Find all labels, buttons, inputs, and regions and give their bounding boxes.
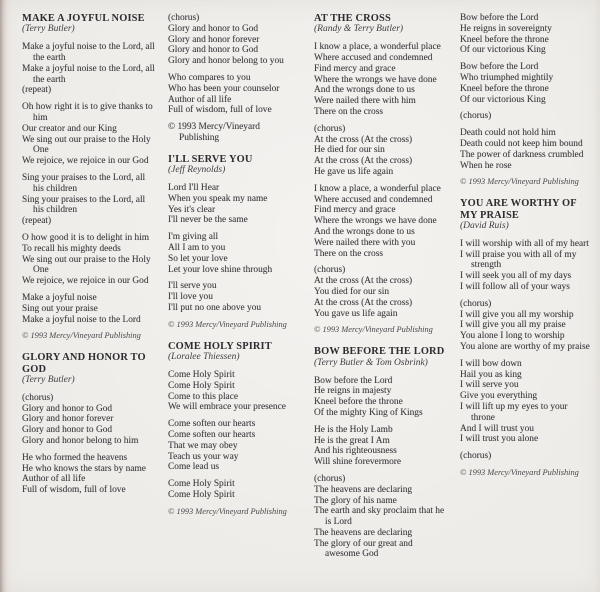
song-title: AT THE CROSS [314,13,391,24]
lyric-line: Bow before the Lord [460,13,539,23]
lyric-line: (chorus) [22,392,54,403]
lyric-line: He died for our sin [314,145,385,156]
lyric-line: Make a joyful noise to the Lord, all the earth [22,42,155,63]
lyric-line: The glory of our great and awesome God [314,538,413,560]
lyric-line: We rejoice, we rejoice in our God [22,276,149,287]
lyric-line: Find mercy and grace [314,63,396,74]
lyric-line: I will give you all my praise [460,320,566,331]
copyright-line: © 1993 Mercy/Vineyard Publishing [168,506,287,516]
lyric-line: I will seek you all of my days [460,271,572,282]
song-title: I'LL SERVE YOU [168,153,253,165]
lyric-line: The glory of his name [314,495,397,506]
lyric-line: Come Holy Spirit [168,479,235,490]
lyric-line: Who compares to you [168,72,251,83]
lyric-line: Were nailed there with you [314,237,416,248]
lyric-line: Death could not hold him [460,128,556,139]
lyric-line: He gave us life again [314,166,394,177]
stanza [168,13,301,67]
stanza [460,451,593,462]
stanza [314,42,447,118]
stanza [314,124,447,178]
stanza [168,281,301,313]
lyric-line: (chorus) [314,123,346,134]
lyric-line: Full of wisdom, full of love [22,485,126,496]
copyright-line: © 1993 Mercy/Vineyard Publishing [168,122,260,143]
lyric-line: The heavens are declaring [314,484,413,495]
lyric-line: And his righteousness [314,446,397,457]
lyric-line: I'm giving all [168,232,219,243]
lyric-line: Glory and honor to God [168,23,259,34]
lyric-line: Who triumphed mightily [460,72,554,83]
lyric-line: When he rose [460,160,512,171]
stanza [22,102,155,167]
lyric-line: Kneel before the throne [460,34,549,45]
stanza [22,233,155,287]
lyrics-column [314,13,447,566]
lyric-line: Come Holy Spirit [168,380,235,391]
lyric-line: Give you everything [460,391,538,402]
song-author: (Loralee Thiessen) [168,351,240,362]
lyric-line: He is the Holy Lamb [314,424,393,435]
lyric-line: Glory and honor forever [168,34,260,45]
lyric-line: At the cross (At the cross) [314,156,413,167]
lyric-line: He who knows the stars by name [22,463,146,474]
lyric-line: He reigns in sovereignty [460,23,552,34]
lyric-line: (chorus) [168,13,200,23]
lyric-line: Come Holy Spirit [168,369,235,380]
lyric-line: The heavens are declaring [314,527,413,538]
lyric-line: And the wrongs done to us [314,85,415,96]
lyric-line: (chorus) [314,265,346,276]
lyric-line: I know a place, a wonderful place [314,42,441,53]
lyric-line: We sing out our praise to the Holy One [22,134,151,156]
copyright-line: © 1993 Mercy/Vineyard Publishing [460,177,579,187]
lyric-line: You alone are worthy of my praise [460,341,590,352]
song-author: (Randy & Terry Butler) [314,24,404,35]
lyric-line: (chorus) [460,111,492,122]
lyric-line: You gave us life again [314,308,398,319]
lyric-line: Come to this place [168,391,239,402]
lyric-line: Author of all life [22,474,86,485]
stanza [168,232,301,275]
lyric-line: To recall his mighty deeds [22,243,121,254]
lyric-line: Make a joyful noise to the Lord [22,314,141,325]
lyric-line: Find mercy and grace [314,205,396,216]
lyric-line: He who formed the heavens [22,452,128,463]
lyric-line: Come lead us [168,462,220,473]
lyric-line: Glory and honor to God [168,45,259,56]
stanza [314,265,447,319]
lyric-line: Where the wrongs we have done [314,216,437,227]
stanza [168,73,301,116]
lyric-line: I will give you all my worship [460,309,574,320]
lyric-line: Kneel before the throne [460,83,549,94]
lyric-line: (chorus) [460,451,492,462]
lyric-line: Where the wrongs we have done [314,74,437,85]
lyric-line: Hail you as king [460,369,522,380]
lyric-line: I will worship with all of my heart [460,238,589,249]
lyric-line: Of our victorious King [460,94,546,105]
lyric-line: Sing out your praise [22,303,98,314]
lyric-line: There on the cross [314,106,383,117]
lyric-line: Death could not keep him bound [460,138,583,149]
lyric-line: Our creator and our King [22,123,117,134]
stanza [314,425,447,468]
stanza [460,128,593,171]
lyric-line: We rejoice, we rejoice in our God [22,156,149,167]
lyric-line: All I am to you [168,242,226,253]
lyric-line: Yes it's clear [168,204,216,215]
lyric-line: (repeat) [22,85,52,96]
lyric-line: Make a joyful noise to the Lord, all the earth [22,63,155,85]
lyric-line: You alone I long to worship [460,331,565,342]
stanza [314,184,447,260]
lyric-line: And the wrongs done to us [314,226,415,237]
lyric-line: Let your love shine through [168,264,273,275]
lyric-line: Glory and honor belong to you [168,56,284,67]
lyric-line: So let your love [168,253,228,264]
lyric-line: Teach us your way [168,451,239,462]
lyric-line: Come soften our hearts [168,429,256,440]
lyric-line: O how good it is to delight in him [22,232,150,243]
lyric-line: Kneel before the throne [314,397,403,408]
lyric-line: Who has been your counselor [168,83,280,94]
lyric-line: Lord I'll Hear [168,182,220,193]
stanza [168,370,301,413]
song-author: (Jeff Reynolds) [168,164,226,175]
stanza [168,419,301,473]
lyric-line: At the cross (At the cross) [314,134,413,145]
lyric-line: I will praise you with all of my strength [460,249,577,271]
lyric-line: We sing out our praise to the Holy One [22,254,151,276]
stanza [22,453,155,496]
lyric-line: I will serve you [460,380,519,391]
lyric-line: At the cross (At the cross) [314,276,413,287]
lyric-line: Of the mighty King of Kings [314,407,423,418]
lyric-line: Of our victorious King [460,45,546,56]
lyric-line: Where accused and condemned [314,53,433,63]
lyric-line: Oh how right it is to give thanks to him [22,102,153,123]
lyric-line: You died for our sin [314,286,390,297]
lyric-line: Will shine forevermore [314,457,402,468]
lyric-line: I'll serve you [168,281,217,292]
lyric-line: When you speak my name [168,193,268,204]
lyric-line: I will trust you alone [460,434,539,445]
stanza [314,376,447,419]
copyright-line: © 1993 Mercy/Vineyard Publishing [460,467,579,477]
lyric-line: Come Holy Spirit [168,489,235,500]
lyric-line: (chorus) [314,473,346,484]
song-title: BOW BEFORE THE LORD [314,346,445,358]
lyric-line: At the cross (At the cross) [314,297,413,308]
stanza [460,299,593,353]
lyric-line: Author of all life [168,94,232,105]
lyric-line: Come soften our hearts [168,419,256,430]
lyric-line: (chorus) [460,298,492,309]
copyright-line: © 1993 Mercy/Vineyard Publishing [22,331,141,341]
song-author: (Terry Butler) [22,374,75,385]
stanza [460,111,593,122]
lyric-line: Where accused and condemned [314,194,433,205]
lyric-line: Glory and honor to God [22,425,113,436]
lyric-line: Glory and honor forever [22,414,114,425]
lyric-line: I will bow down [460,358,522,369]
stanza [314,474,447,560]
copyright-line: © 1993 Mercy/Vineyard Publishing [314,325,433,335]
lyric-line: I'll put no one above you [168,302,262,313]
song-title: COME HOLY SPIRIT [168,340,272,352]
lyric-line: I'll love you [168,292,213,303]
lyric-line: There on the cross [314,248,383,259]
copyright-line: © 1993 Mercy/Vineyard Publishing [168,319,287,329]
lyric-line: The power of darkness crumbled [460,149,584,160]
lyric-line: I will lift up my eyes to your throne [460,401,568,423]
stanza [460,239,593,293]
lyric-line: Full of wisdom, full of love [168,105,272,116]
lyric-line: Glory and honor belong to him [22,435,139,446]
stanza [168,183,301,226]
lyrics-column [460,13,593,566]
lyric-line: The earth and sky proclaim that he is Lord [314,506,445,528]
lyric-line: Sing your praises to the Lord, all his children [22,172,146,194]
lyric-line: I know a place, a wonderful place [314,183,441,194]
lyric-line: Bow before the Lord [460,62,539,73]
lyric-line: He reigns in majesty [314,386,392,397]
song-title: YOU ARE WORTHY OF MY PRAISE [460,198,577,221]
lyric-line: Sing your praises to the Lord, all his children [22,194,146,216]
lyric-line: He is the great I Am [314,435,390,446]
lyric-line: That we may obey [168,440,238,451]
song-title: GLORY AND HONOR TO GOD [22,352,146,375]
lyric-line: Were nailed there with him [314,96,416,107]
lyric-line: Bow before the Lord [314,375,393,386]
lyric-line: And I will trust you [460,423,534,434]
song-author: (David Ruis) [460,220,509,231]
lyrics-column [168,13,301,566]
stanza [460,13,593,56]
stanza [22,173,155,227]
song-author: (Terry Butler) [22,24,75,35]
stanza [168,479,301,501]
stanza [460,359,593,445]
song-author: (Terry Butler & Tom Osbrink) [314,357,428,368]
lyrics-column [22,13,155,566]
lyric-line: I'll never be the same [168,215,248,226]
lyric-line: I will follow all of your ways [460,281,570,292]
lyric-line: We will embrace your presence [168,402,286,413]
stanza [22,42,155,96]
stanza [22,293,155,325]
lyric-line: Glory and honor to God [22,403,113,414]
lyric-line: (repeat) [22,216,52,227]
song-title: MAKE A JOYFUL NOISE [22,13,145,24]
lyric-line: Make a joyful noise [22,292,97,303]
stanza [460,62,593,105]
stanza [22,393,155,447]
